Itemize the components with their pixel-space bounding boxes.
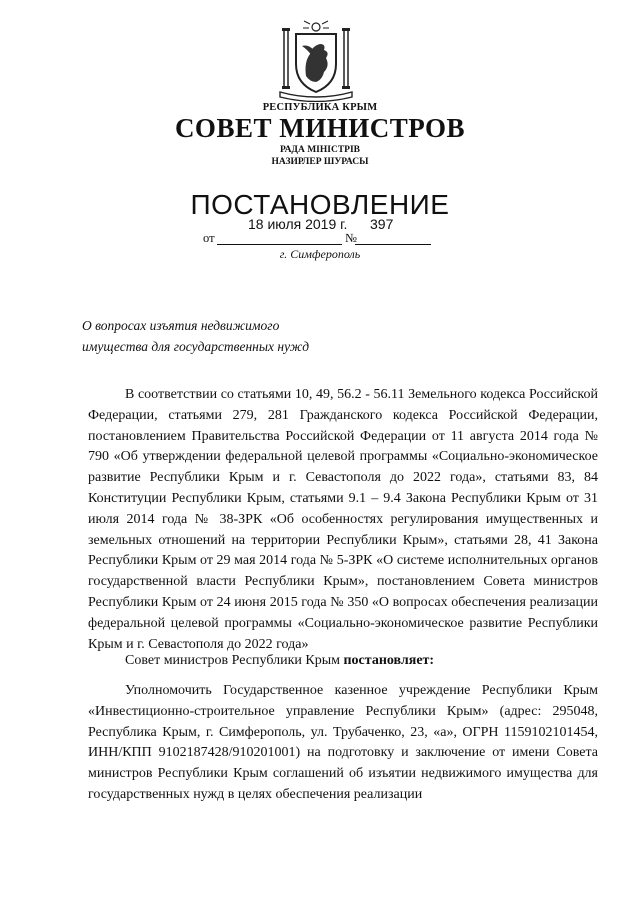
city-line: г. Симферополь (279, 247, 361, 261)
resolution-verb: постановляет: (343, 653, 435, 668)
header-republic: РЕСПУБЛИКА КРЫМ (262, 102, 378, 113)
document-date: 18 июля 2019 г. (248, 216, 348, 232)
document-type-title: ПОСТАНОВЛЕНИЕ (190, 189, 450, 220)
document-number: 397 (370, 216, 394, 232)
body-paragraph-3: Уполномочить Государственное казенное учреждение Республики Крым «Инвестиционно-строительное управление Республики Крым» (адрес: 295048, Республика Крым, г. Симферополь, ул. Трубаченко, 23, «а», ОГРН 1159102101454, ИНН/КПП 9102187428/910201001) на подготовку и заключение от имени Совета министров Республики Крым соглашений об изъятии недвижимого имущества для государственных нужд в целях обеспечения реализации (88, 683, 598, 802)
header-nazirler: НАЗИРЛЕР ШУРАСЫ (271, 157, 369, 167)
body-paragraph-2 (88, 651, 598, 672)
body-paragraph-1: В соответствии со статьями 10, 49, 56.2 - 56.11 Земельного кодекса Российской Федерации, статьями 279, 281 Гражданского кодекса Российской Федерации, постановлением Правительства Российской Федерации от 11 августа 2014 года № 790 «Об утверждении федеральной целевой программы «Социально-экономическое развитие Республики Крым и г. Севастополя до 2022 года», статьями 83, 84 Конституции Республики Крым, статьями 9.1 – 9.4 Закона Республики Крым от 31 июля 2014 года № 38-ЗРК «Об особенностях регулирования имущественных и земельных отношений на территории Республики Крым», статьями 28, 41 Закона Республики Крым от 29 мая 2014 года № 5-ЗРК «О системе исполнительных органов государственной власти Республики Крым», постановлением Совета министров Республики Крым от 24 июня 2015 года № 350 «О вопросах обеспечения реализации федеральной целевой программы «Социально-экономическое развитие Республики Крым и г. Севастополя до 2022 года» (88, 387, 598, 652)
date-label: от (203, 231, 215, 245)
subject-line-1: О вопросах изъятия недвижимого (82, 318, 280, 333)
date-underline (217, 244, 342, 245)
number-sign: № (345, 231, 357, 245)
header-council: СОВЕТ МИНИСТРОВ (174, 113, 466, 143)
header-rada: РАДА МІНІСТРІВ (279, 145, 360, 155)
resolution-prefix: Совет министров Республики Крым (125, 653, 340, 668)
crimea-coat-of-arms-icon (274, 20, 358, 102)
number-underline (355, 244, 431, 245)
subject-line-2: имущества для государственных нужд (82, 339, 310, 354)
